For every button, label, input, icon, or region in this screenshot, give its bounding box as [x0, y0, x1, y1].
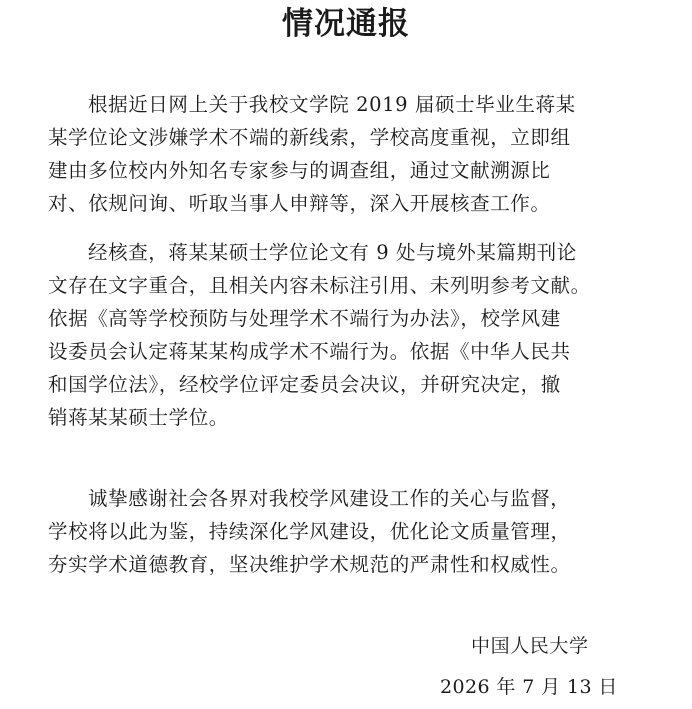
- document-title: 情况通报: [282, 6, 410, 42]
- paragraph-line: 对、依规问询、听取当事人申辩等，深入开展核查工作。: [48, 192, 551, 215]
- paragraph-line: 和国学位法》，经校学位评定委员会决议，并研究决定，撤: [48, 373, 561, 396]
- paragraph-line: 设委员会认定蒋某某构成学术不端行为。依据《中华人民共: [48, 340, 571, 363]
- paragraph-line: 文存在文字重合，且相关内容未标注引用、未列明参考文献。: [48, 274, 591, 297]
- paragraph-investigation: [48, 88, 648, 220]
- signature-date: 2026 年 7 月 13 日: [440, 676, 618, 698]
- paragraph-line: 学校将以此为鉴，持续深化学风建设，优化论文质量管理，: [48, 520, 571, 543]
- signature-organization: 中国人民大学: [471, 635, 589, 657]
- paragraph-line: 诚挚感谢社会各界对我校学风建设工作的关心与监督，: [88, 487, 571, 510]
- paragraph-findings: [48, 236, 648, 434]
- paragraph-line: 经核查，蒋某某硕士学位论文有 9 处与境外某篇期刊论: [88, 241, 577, 264]
- paragraph-line: 依据《高等学校预防与处理学术不端行为办法》，校学风建: [48, 307, 561, 330]
- paragraph-line: 某学位论文涉嫌学术不端的新线索，学校高度重视，立即组: [48, 126, 571, 149]
- paragraph-line: 销蒋某某硕士学位。: [48, 406, 229, 429]
- paragraph-closing: [48, 482, 648, 581]
- paragraph-line: 根据近日网上关于我校文学院 2019 届硕士毕业生蒋某: [88, 93, 576, 116]
- paragraph-line: 夯实学术道德教育，坚决维护学术规范的严肃性和权威性。: [48, 553, 571, 576]
- paragraph-line: 建由多位校内外知名专家参与的调查组，通过文献溯源比: [48, 159, 551, 182]
